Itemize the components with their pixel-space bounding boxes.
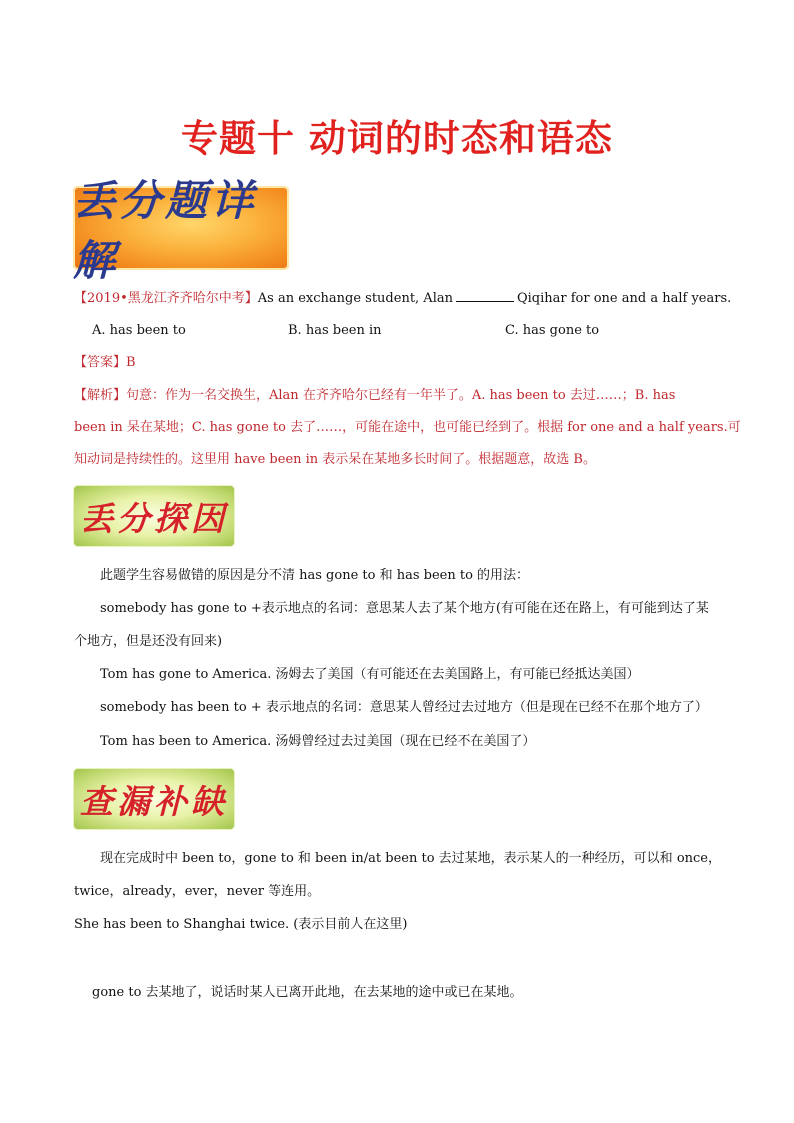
- question-text-after: Qiqihar for one and a half years.: [516, 291, 732, 306]
- fill-line-1: 现在完成时中 been to，gone to 和 been in/at been to 去过某地，表示某人的一种经历，可以和 once，: [100, 851, 721, 866]
- question-text-before: As an exchange student, Alan: [257, 291, 453, 306]
- question-blank: [456, 289, 514, 302]
- reason-line-2: somebody has gone to +表示地点的名词：意思某人去了某个地方(有可能在还在路上，有可能到达了某: [100, 601, 709, 616]
- answer-value: B: [126, 355, 136, 370]
- analysis-line-2: been in 呆在某地；C. has gone to 去了……，可能在途中，也可能已经到了。根据 for one and a half years.可: [74, 420, 741, 435]
- analysis-label: 【解析】: [74, 388, 127, 403]
- reason-line-6: Tom has been to America. 汤姆曾经过去过美国（现在已经不在美国了）: [100, 734, 536, 749]
- question-line: [74, 289, 731, 309]
- section-badge-reason: 丢分探因: [73, 485, 235, 547]
- fill-line-2: twice，already，ever，never 等连用。: [74, 884, 321, 899]
- section-badge-fill: 查漏补缺: [73, 768, 235, 830]
- answer-line: [74, 353, 136, 373]
- fill-line-3: She has been to Shanghai twice. (表示目前人在这里): [74, 917, 408, 932]
- answer-label: 【答案】: [74, 355, 127, 370]
- reason-line-4: Tom has gone to America. 汤姆去了美国（有可能还在去美国路上，有可能已经抵达美国）: [100, 667, 640, 682]
- option-c: C. has gone to: [505, 323, 600, 338]
- reason-line-5: somebody has been to + 表示地点的名词：意思某人曾经过去过地方（但是现在已经不在那个地方了）: [100, 700, 708, 715]
- analysis-line-3: 知动词是持续性的。这里用 have been in 表示呆在某地多长时间了。根据题意，故选 B。: [74, 452, 596, 467]
- fill-line-4: gone to 去某地了，说话时某人已离开此地，在去某地的途中或已在某地。: [92, 985, 523, 1000]
- reason-line-3: 个地方，但是还没有回来): [74, 634, 223, 649]
- reason-line-1: 此题学生容易做错的原因是分不清 has gone to 和 has been to 的用法：: [100, 568, 530, 583]
- page-title: 专题十 动词的时态和语态: [181, 117, 613, 160]
- analysis-text-1: 句意：作为一名交换生，Alan 在齐齐哈尔已经有一年半了。A. has been to 去过……；B. has: [126, 388, 676, 403]
- section-badge-detail: 丢分题详解: [73, 186, 289, 270]
- analysis-line-1: [74, 386, 675, 406]
- option-a: A. has been to: [92, 323, 186, 338]
- option-b: B. has been in: [288, 323, 382, 338]
- question-source: 【2019•黑龙江齐齐哈尔中考】: [74, 291, 258, 306]
